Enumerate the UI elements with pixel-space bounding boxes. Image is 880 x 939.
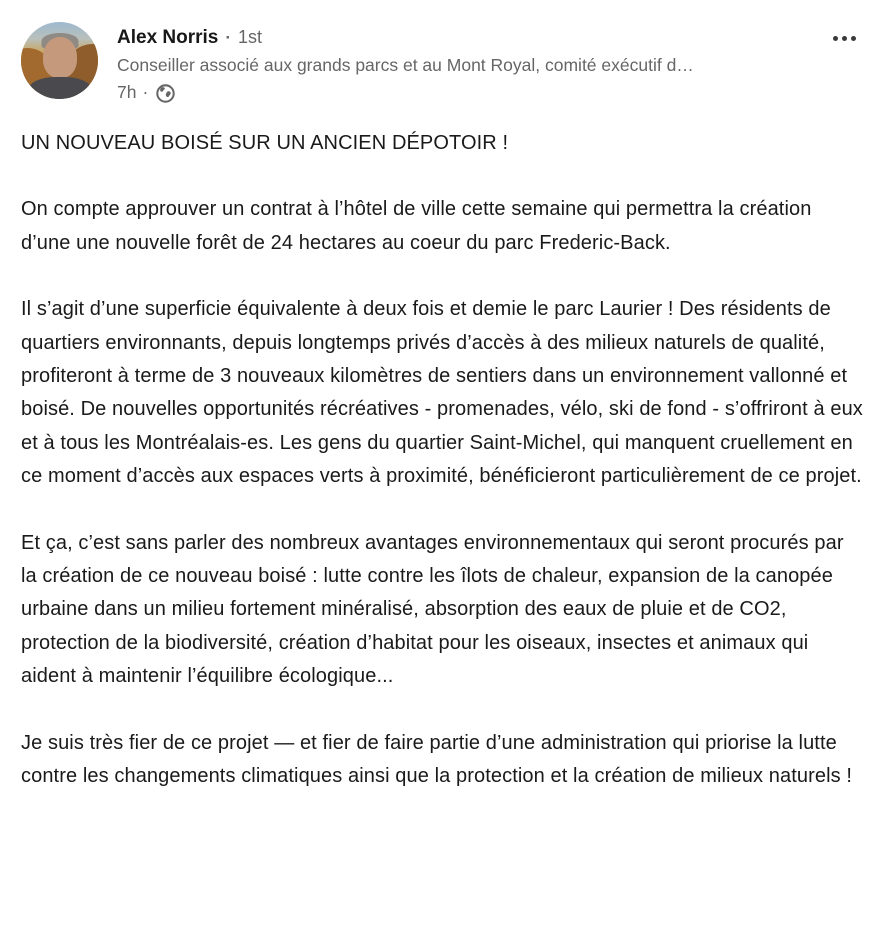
ellipsis-icon xyxy=(833,36,856,41)
post-paragraph: Et ça, c’est sans parler des nombreux avantages environnementaux qui seront procurés par la création de ce nouveau boisé : lutte contre les îlots de chaleur, expansion de la canopée urbaine dans un milieu fortement minéralisé, absorption des eaux de pluie et de CO2, protection de la biodiversité, création d’habitat pour les oiseaux, insectes et animaux qui aident à maintenir l’équilibre écologique... xyxy=(21,531,844,688)
avatar-face xyxy=(43,37,77,78)
post-paragraph: On compte approuver un contrat à l’hôtel de ville cette semaine qui permettra la création d’une une nouvelle forêt de 24 hectares au coeur du parc Frederic-Back. xyxy=(21,198,812,254)
header-info xyxy=(117,22,866,105)
post-body xyxy=(21,123,866,794)
globe-icon xyxy=(156,84,175,103)
name-row xyxy=(117,24,866,51)
time-separator: · xyxy=(142,82,149,102)
actor-headline: Conseiller associé aux grands parcs et au Mont Royal, comité exécutif d… xyxy=(117,55,694,75)
avatar[interactable] xyxy=(21,22,98,99)
post-paragraph: Je suis très fier de ce projet — et fier de faire partie d’une administration qui priorise la lutte contre les changements climatiques ainsi que la protection et la création de milieux naturels ! xyxy=(21,731,853,788)
post-paragraph-title: UN NOUVEAU BOISÉ SUR UN ANCIEN DÉPOTOIR ! xyxy=(21,132,509,154)
post-header xyxy=(21,22,866,105)
name-separator: · xyxy=(225,28,232,47)
timestamp: 7h xyxy=(117,82,137,102)
actor-name[interactable]: Alex Norris xyxy=(117,27,219,48)
connection-degree: 1st xyxy=(238,27,263,47)
avatar-torso xyxy=(28,77,92,99)
post-paragraph: Il s’agit d’une superficie équivalente à deux fois et demie le parc Laurier ! Des résidents de quartiers environnants, depuis longtemps privés d’accès à des milieux naturels de qualité, profiteront à terme de 3 nouveaux kilomètres de sentiers dans un environnement vallonné et boisé. De nouvelles opportunités récréatives - promenades, vélo, ski de fond - s’offriront à eux et à tous les Montréalais-es. Les gens du quartier Saint-Michel, qui manquent cruellement en ce moment d’accès aux espaces verts à proximité, bénéficieront particulièrement de ce projet. xyxy=(21,298,863,488)
overflow-menu-button[interactable] xyxy=(824,22,864,54)
time-row xyxy=(117,79,866,105)
